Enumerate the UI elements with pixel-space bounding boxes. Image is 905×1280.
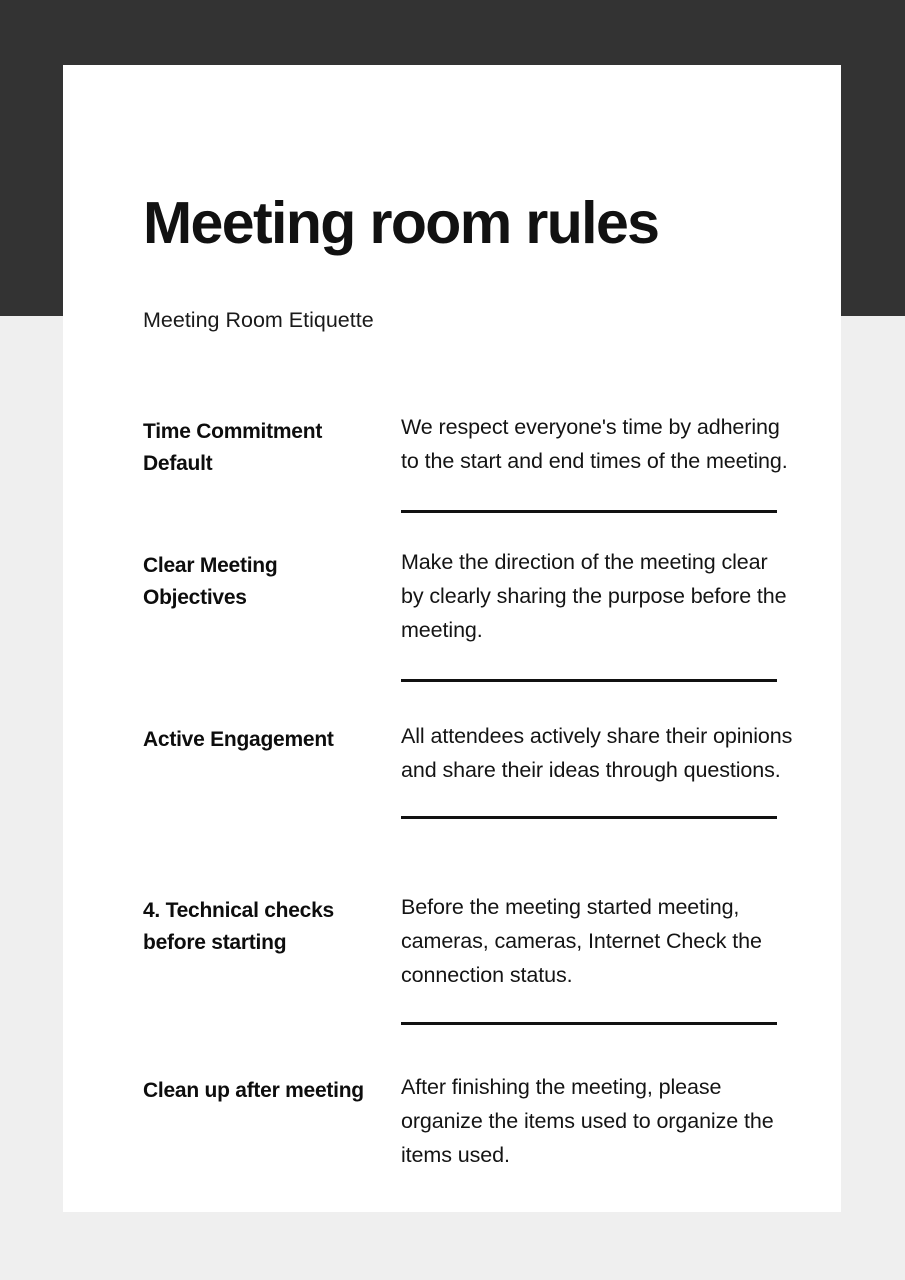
poster-card	[63, 65, 841, 1212]
rule-description: Before the meeting started meeting, cameras, cameras, Internet Check the connection status.	[401, 895, 762, 987]
rule-spacer	[401, 478, 793, 510]
rule-divider	[401, 816, 777, 819]
page-subtitle: Meeting Room Etiquette	[143, 308, 374, 332]
rule-term: Time Commitment Default	[143, 420, 323, 475]
rule-row	[143, 890, 793, 1070]
rule-description-wrap	[401, 545, 793, 682]
rule-description-wrap	[401, 719, 793, 819]
page-title: Meeting room rules	[143, 190, 659, 256]
rule-spacer	[401, 647, 793, 679]
rule-description: We respect everyone's time by adhering to the start and end times of the meeting.	[401, 415, 788, 473]
rule-row	[143, 410, 793, 545]
rule-description: Make the direction of the meeting clear by clearly sharing the purpose before the meeting.	[401, 550, 787, 642]
rule-description-wrap	[401, 410, 793, 513]
rule-spacer	[401, 787, 793, 816]
rule-divider	[401, 510, 777, 513]
rule-spacer	[401, 992, 793, 1022]
rule-description-wrap	[401, 890, 793, 1025]
rule-row	[143, 719, 793, 890]
rules-list	[143, 410, 793, 1190]
rule-term: 4. Technical checks before starting	[143, 899, 334, 954]
rule-term: Clean up after meeting	[143, 1079, 364, 1102]
rule-term: Clear Meeting Objectives	[143, 554, 278, 609]
rule-term: Active Engagement	[143, 728, 334, 751]
rule-description: All attendees actively share their opinions and share their ideas through questions.	[401, 724, 793, 782]
rule-description-wrap	[401, 1070, 793, 1172]
rule-description: After finishing the meeting, please organize the items used to organize the items used.	[401, 1075, 774, 1167]
rule-row	[143, 1070, 793, 1190]
rule-row	[143, 545, 793, 719]
rule-divider	[401, 679, 777, 682]
rule-divider	[401, 1022, 777, 1025]
